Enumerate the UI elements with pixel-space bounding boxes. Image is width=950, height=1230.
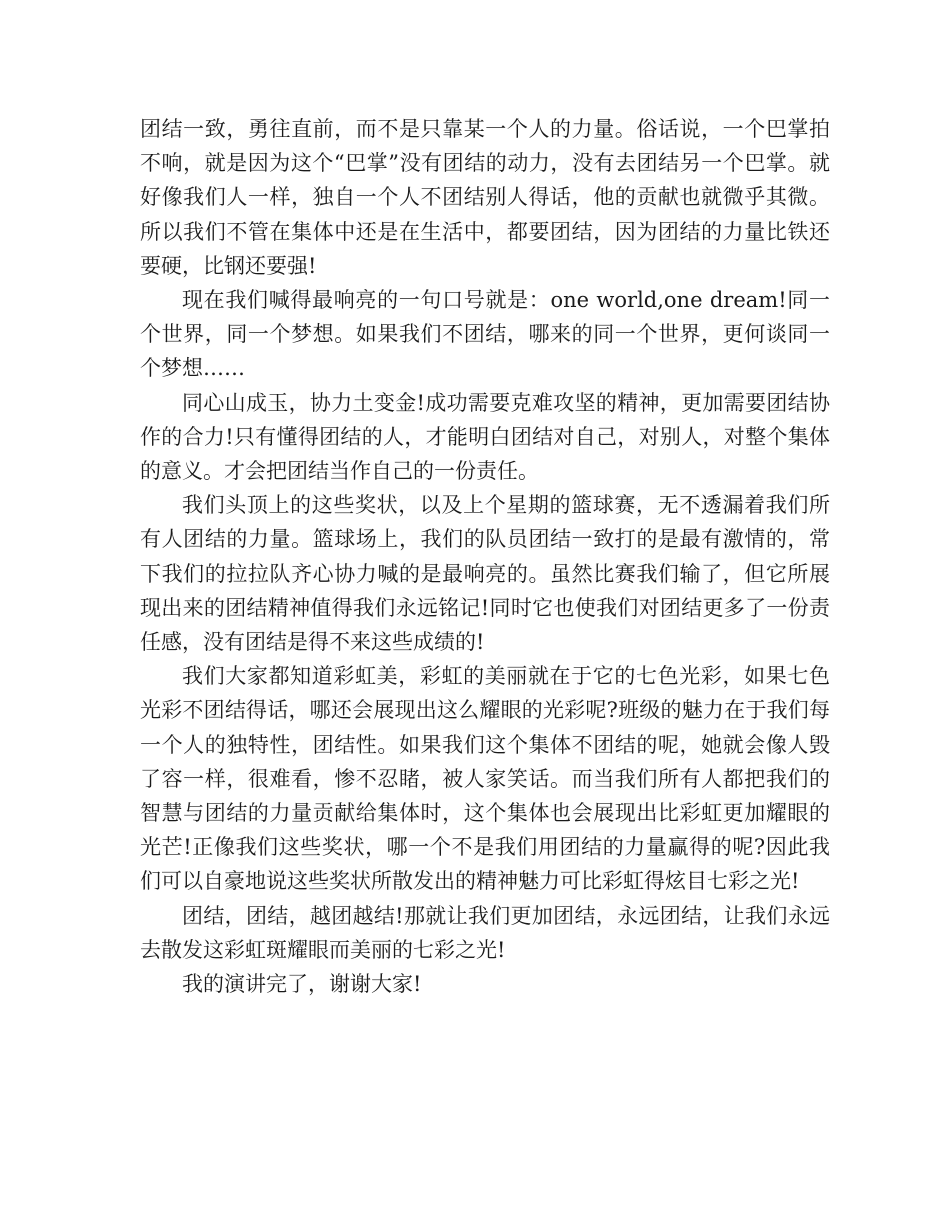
paragraph-4: 我们头顶上的这些奖状，以及上个星期的篮球赛，无不透漏着我们所有人团结的力量。篮球场上，我们的队员团结一致打的是最有激情的，常下我们的拉拉队齐心协力喊的是最响亮的。虽然比赛我们输了，但它所展现出来的团结精神值得我们永远铭记!同时它也使我们对团结更多了一份责任感，没有团结是得不来这些成绩的! (140, 493, 830, 655)
paragraph-2: 现在我们喊得最响亮的一句口号就是：one world,one dream!同一个世界，同一个梦想。如果我们不团结，哪来的同一个世界，更何谈同一个梦想…… (140, 288, 830, 381)
paragraph-1: 团结一致，勇往直前，而不是只靠某一个人的力量。俗话说，一个巴掌拍不响，就是因为这个“巴掌”没有团结的动力，没有去团结另一个巴掌。就好像我们人一样，独自一个人不团结别人得话，他的贡献也就微乎其微。所以我们不管在集体中还是在生活中，都要团结，因为团结的力量比铁还要硬，比钢还要强! (140, 117, 830, 278)
paragraph-5: 我们大家都知道彩虹美，彩虹的美丽就在于它的七色光彩，如果七色光彩不团结得话，哪还会展现出这么耀眼的光彩呢?班级的魅力在于我们每一个人的独特性，团结性。如果我们这个集体不团结的呢，她就会像人毁了容一样，很难看，惨不忍睹，被人家笑话。而当我们所有人都把我们的智慧与团结的力量贡献给集体时，这个集体也会展现出比彩虹更加耀眼的光芒!正像我们这些奖状，哪一个不是我们用团结的力量赢得的呢?因此我们可以自豪地说这些奖状所散发出的精神魅力可比彩虹得炫目七彩之光! (140, 664, 830, 894)
paragraph-6: 团结，团结，越团越结!那就让我们更加团结，永远团结，让我们永远去散发这彩虹斑耀眼而美丽的七彩之光! (140, 903, 830, 962)
paragraph-3: 同心山成玉，协力土变金!成功需要克难攻坚的精神，更加需要团结协作的合力!只有懂得团结的人，才能明白团结对自己，对别人，对整个集体的意义。才会把团结当作自己的一份责任。 (140, 390, 830, 484)
paragraph-7: 我的演讲完了，谢谢大家! (182, 972, 422, 997)
speech-body (140, 112, 830, 1001)
